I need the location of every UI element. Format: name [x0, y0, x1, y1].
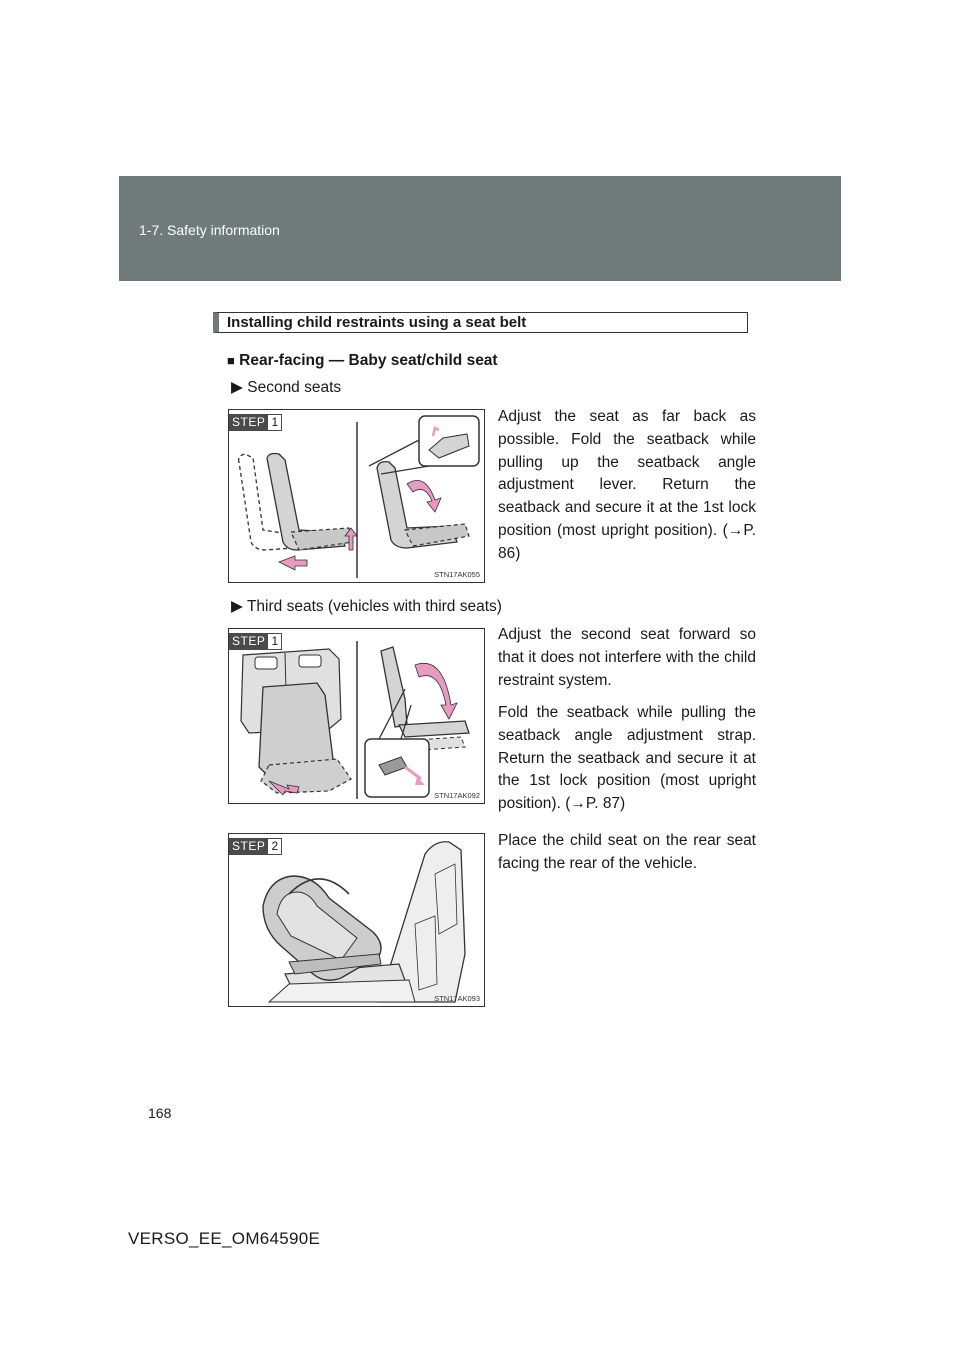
- document-code: VERSO_EE_OM64590E: [128, 1229, 321, 1248]
- step-number: 2: [268, 838, 282, 855]
- second-seats-label: [231, 378, 341, 397]
- step-number: 1: [268, 414, 282, 431]
- figure-third-seats-step2: [228, 833, 485, 1007]
- second-seats-text: Adjust the seat as far back as possible. Fold the seatback while pulling up the seatback angle adjustment lever. Return the seatback and secure it at the 1st lock position (most upright position). (→P. 86): [498, 408, 756, 562]
- third-seats-label: [231, 597, 502, 616]
- third-seats-text-2: Fold the seatback while pulling the seatback angle adjustment strap. Return the seatback and secure it at the 1st lock position (most upright position). (→P. 87): [498, 704, 756, 813]
- header-band: [119, 176, 841, 281]
- third-seats-text-3: Place the child seat on the rear seat facing the rear of the vehicle.: [498, 832, 756, 872]
- step-word: STEP: [229, 414, 268, 431]
- third-seats-label-text: Third seats (vehicles with third seats): [246, 598, 502, 615]
- step-word: STEP: [229, 633, 268, 650]
- subheading: [227, 352, 498, 370]
- third-seats-text-1: Adjust the second seat forward so that it does not interfere with the child restraint system.: [498, 626, 756, 689]
- child-seat-illustration: [229, 834, 485, 1007]
- seat-fold-illustration: [229, 629, 485, 804]
- figure-code: STN17AK092: [434, 791, 480, 800]
- section-label: 1-7. Safety information: [139, 222, 280, 238]
- figure-code: STN17AK055: [434, 570, 480, 579]
- triangle-bullet-icon: ▶: [231, 598, 243, 615]
- figure-code: STN17AK093: [434, 994, 480, 1003]
- section-heading-text: Installing child restraints using a seat belt: [227, 314, 527, 331]
- step-word: STEP: [229, 838, 268, 855]
- step-number: 1: [268, 633, 282, 650]
- figure-second-seats-step1: [228, 409, 485, 583]
- second-seats-label-text: Second seats: [247, 379, 342, 396]
- figure-third-seats-step1: [228, 628, 485, 804]
- triangle-bullet-icon: ▶: [231, 379, 243, 396]
- subheading-text: Rear-facing — Baby seat/child seat: [239, 352, 498, 369]
- seat-adjust-illustration: [229, 410, 485, 583]
- page-number: 168: [148, 1105, 172, 1121]
- square-bullet-icon: ■: [227, 353, 235, 368]
- section-heading: [213, 312, 748, 333]
